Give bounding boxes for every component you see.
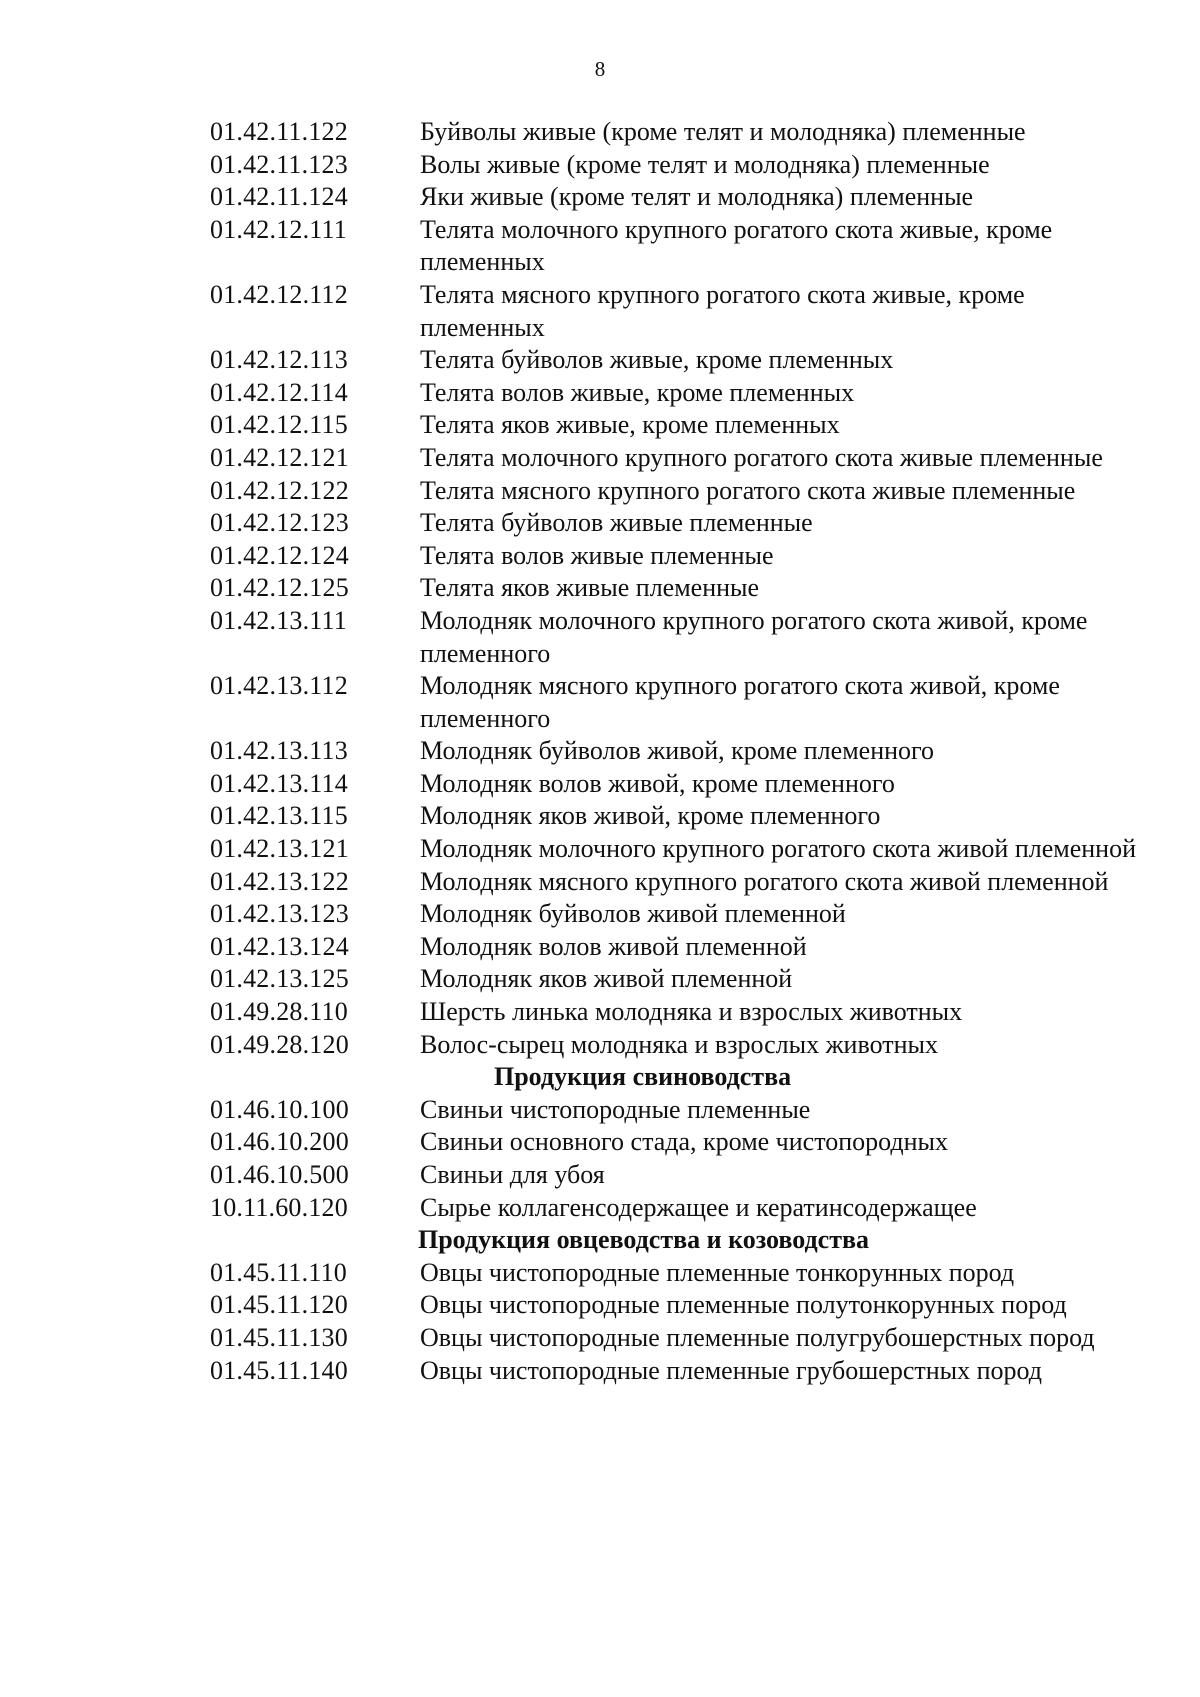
item-code: 01.42.11.123 [210,149,348,179]
list-item [210,1257,1150,1290]
list-item [210,800,1150,833]
item-code: 01.42.12.112 [210,279,348,309]
item-name: Свиньи для убоя [420,1160,605,1189]
item-code: 01.42.12.123 [210,508,349,538]
item-name: Сырье коллагенсодержащее и кератинсодержащее [420,1192,977,1222]
list-item [210,1192,1150,1225]
item-name: Яки живые (кроме телят и молодняка) племенные [420,182,974,212]
item-code: 01.45.11.140 [210,1355,348,1385]
list-item [210,1322,1150,1355]
item-code: 01.45.11.120 [210,1290,348,1320]
item-code: 01.42.13.115 [210,801,348,831]
item-name: Волос-сырец молодняка и взрослых животных [420,1029,938,1059]
item-code: 01.42.13.123 [210,899,349,929]
list-item [210,931,1150,964]
item-code: 01.45.11.130 [210,1322,348,1352]
list-item [210,670,1150,735]
list-item [210,996,1150,1029]
list-item [210,344,1150,377]
list-item [210,572,1150,605]
item-name: Овцы чистопородные племенные грубошерстных пород [420,1355,1043,1385]
list-item [210,214,1150,279]
list-item [210,768,1150,801]
item-code: 01.42.12.122 [210,475,349,505]
item-code: 01.42.13.111 [210,605,347,635]
item-name: Молодняк яков живой племенной [420,964,793,994]
list-item [210,605,1150,670]
item-code: 01.46.10.500 [210,1160,349,1189]
list-item [210,279,1150,344]
item-code: 01.42.12.111 [210,214,347,244]
list-item [210,442,1150,475]
item-code: 01.49.28.120 [210,1029,349,1059]
list-item [210,116,1150,149]
list-item [210,1094,1150,1127]
item-code: 01.49.28.110 [210,997,348,1027]
item-name: Свиньи основного стада, кроме чистопородных [420,1127,949,1157]
section-heading: Продукция свиноводства [494,1062,792,1092]
item-code: 01.42.12.115 [210,410,348,440]
list-item [210,963,1150,996]
list-item [210,540,1150,573]
item-name: Буйволы живые (кроме телят и молодняка) племенные [420,117,1026,146]
item-name: Волы живые (кроме телят и молодняка) племенные [420,149,990,179]
item-name: Телята яков живые племенные [420,573,760,603]
page-number: 8 [594,57,606,81]
item-code: 01.42.12.114 [210,377,348,407]
item-code: 10.11.60.120 [210,1192,348,1222]
item-code: 01.42.13.121 [210,834,349,864]
item-code: 01.42.11.122 [210,117,348,146]
item-code: 01.42.12.113 [210,345,348,375]
item-name: Телята молочного крупного рогатого скота живые, кроме племенных [420,214,1053,277]
item-name: Овцы чистопородные племенные полугрубошерстных пород [420,1322,1095,1352]
item-code: 01.42.13.122 [210,866,349,896]
item-name: Овцы чистопородные племенные тонкорунных пород [420,1257,1015,1287]
item-name: Молодняк волов живой, кроме племенного [420,768,895,798]
item-name: Молодняк волов живой племенной [420,931,807,961]
item-name: Молодняк молочного крупного рогатого скота живой, кроме племенного [420,605,1088,668]
list-item [210,1289,1150,1322]
item-name: Овцы чистопородные племенные полутонкорунных пород [420,1290,1067,1320]
item-code: 01.42.12.125 [210,573,349,603]
item-name: Телята молочного крупного рогатого скота живые племенные [420,442,1103,472]
item-name: Телята яков живые, кроме племенных [420,410,840,440]
list-item [210,1126,1150,1159]
item-name: Молодняк яков живой, кроме племенного [420,801,881,831]
item-name: Молодняк мясного крупного рогатого скота живой, кроме племенного [420,671,1060,733]
product-code-list [210,116,1150,1387]
item-code: 01.46.10.200 [210,1127,349,1157]
item-name: Телята буйволов живые, кроме племенных [420,345,894,375]
item-code: 01.42.13.112 [210,671,348,701]
item-name: Молодняк буйволов живой, кроме племенного [420,736,935,766]
item-code: 01.42.12.121 [210,442,349,472]
item-code: 01.42.13.114 [210,768,348,798]
item-code: 01.45.11.110 [210,1257,347,1287]
list-item [210,181,1150,214]
item-name: Телята буйволов живые племенные [420,508,813,538]
list-item [210,1159,1150,1192]
list-item [210,409,1150,442]
item-code: 01.42.11.124 [210,182,348,212]
item-code: 01.42.13.113 [210,736,348,766]
list-item [210,475,1150,508]
item-code: 01.46.10.100 [210,1094,349,1124]
item-name: Свиньи чистопородные племенные [420,1094,811,1124]
item-code: 01.42.13.125 [210,964,349,994]
item-name: Телята волов живые, кроме племенных [420,377,855,407]
list-item [210,377,1150,410]
item-name: Молодняк буйволов живой племенной [420,899,846,929]
list-item [210,1029,1150,1062]
list-item [210,149,1150,182]
list-item [210,735,1150,768]
item-name: Телята мясного крупного рогатого скота живые племенные [420,475,1076,505]
item-name: Телята волов живые племенные [420,540,774,570]
list-item [210,1355,1150,1388]
list-item [210,866,1150,899]
item-code: 01.42.13.124 [210,931,349,961]
list-item [210,507,1150,540]
section-heading: Продукция овцеводства и козоводства [418,1225,870,1255]
list-item [210,833,1150,866]
item-name: Молодняк молочного крупного рогатого скота живой племенной [420,834,1136,864]
item-name: Шерсть линька молодняка и взрослых животных [420,997,963,1027]
item-code: 01.42.12.124 [210,540,349,570]
list-item [210,898,1150,931]
item-name: Телята мясного крупного рогатого скота живые, кроме племенных [420,279,1025,342]
item-name: Молодняк мясного крупного рогатого скота живой племенной [420,866,1109,896]
